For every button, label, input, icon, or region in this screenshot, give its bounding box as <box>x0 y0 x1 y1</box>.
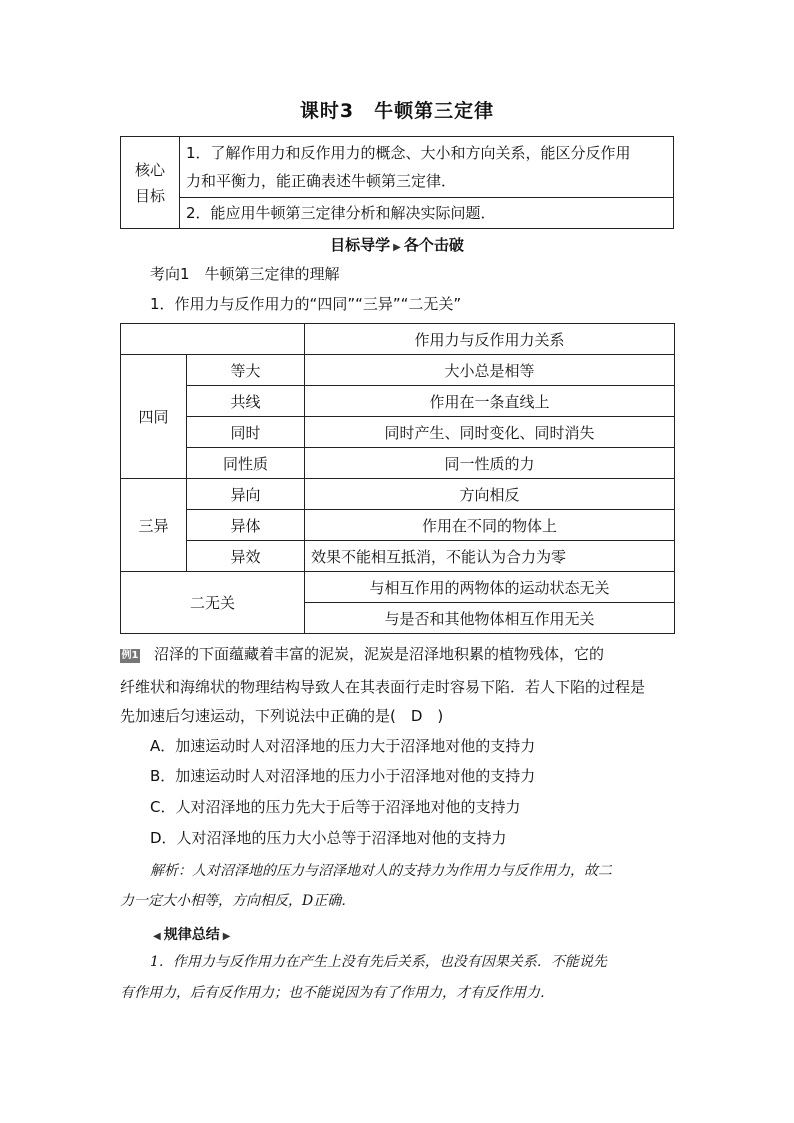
summary-heading-text: 规律总结 <box>163 927 220 943</box>
item-name: 共线 <box>187 386 305 417</box>
item-name: 异体 <box>187 510 305 541</box>
core-label-line1: 核心 <box>134 160 165 179</box>
section-heading-right: 各个击破 <box>403 236 464 254</box>
topic-heading: 考向1 牛顿第三定律的理解 <box>150 265 340 283</box>
point-1-heading: 1．作用力与反作用力的“四同”“三异”“二无关” <box>150 295 462 313</box>
group-name: 二无关 <box>121 572 305 634</box>
example-line-2: 纤维状和海绵状的物理结构导致人在其表面行走时容易下陷．若人下陷的过程是 <box>120 678 646 696</box>
option-c: C．人对沼泽地的压力先大于后等于沼泽地对他的支持力 <box>150 798 521 816</box>
item-desc: 同时产生、同时变化、同时消失 <box>305 417 675 448</box>
summary-line-2: 有作用力，后有反作用力；也不能说因为有了作用力，才有反作用力． <box>120 985 554 1001</box>
example-text-1: 沼泽的下面蕴藏着丰富的泥炭，泥炭是沼泽地积累的植物残体，它的 <box>154 645 605 663</box>
core-goal-1-line2: 力和平衡力，能正确表述牛顿第三定律． <box>186 172 457 190</box>
option-a: A．加速运动时人对沼泽地的压力大于沼泽地对他的支持力 <box>150 737 536 755</box>
relation-header: 作用力与反作用力关系 <box>305 324 675 355</box>
item-desc: 方向相反 <box>305 479 675 510</box>
group-name: 三异 <box>121 479 187 572</box>
page-title: 课时3 牛顿第三定律 <box>299 100 495 122</box>
item-desc: 大小总是相等 <box>305 355 675 386</box>
item-name: 异向 <box>187 479 305 510</box>
relation-table <box>120 323 675 634</box>
item-desc: 同一性质的力 <box>305 448 675 479</box>
example-badge: 例1 <box>121 650 139 661</box>
item-desc: 与是否和其他物体相互作用无关 <box>305 603 675 634</box>
item-name: 异效 <box>187 541 305 572</box>
option-d: D．人对沼泽地的压力大小总等于沼泽地对他的支持力 <box>150 829 507 847</box>
relation-header-blank <box>121 324 305 355</box>
example-line-1 <box>120 643 676 664</box>
core-goal-2: 2．能应用牛顿第三定律分析和解决实际问题． <box>180 198 674 229</box>
section-heading-left: 目标导学 <box>330 236 391 254</box>
summary-line-1: 1．作用力与反作用力在产生上没有先后关系，也没有因果关系．不能说先 <box>150 954 607 970</box>
item-desc: 作用在一条直线上 <box>305 386 675 417</box>
item-name: 同性质 <box>187 448 305 479</box>
analysis-line-1: 解析：人对沼泽地的压力与沼泽地对人的支持力为作用力与反作用力，故二 <box>150 863 612 879</box>
core-goals-label <box>121 137 180 229</box>
item-desc: 与相互作用的两物体的运动状态无关 <box>305 572 675 603</box>
section-heading <box>0 234 794 255</box>
item-desc: 效果不能相互抵消，不能认为合力为零 <box>305 541 675 572</box>
item-desc: 作用在不同的物体上 <box>305 510 675 541</box>
option-b: B．加速运动时人对沼泽地的压力小于沼泽地对他的支持力 <box>150 767 536 785</box>
core-label-line2: 目标 <box>134 186 165 205</box>
analysis-line-2: 力一定大小相等，方向相反，D正确． <box>120 893 356 909</box>
item-name: 同时 <box>187 417 305 448</box>
core-goals-table <box>120 136 674 229</box>
item-name: 等大 <box>187 355 305 386</box>
group-name: 四同 <box>121 355 187 479</box>
core-goal-1 <box>180 137 674 198</box>
triangle-right-icon: ▶ <box>222 931 231 942</box>
core-goal-1-line1: 1．了解作用力和反作用力的概念、大小和方向关系，能区分反作用 <box>186 144 631 162</box>
triangle-left-icon: ◀ <box>153 931 161 942</box>
example-line-3: 先加速后匀速运动，下列说法中正确的是( D ) <box>120 707 444 725</box>
summary-heading <box>150 924 233 944</box>
triangle-right-icon: ▶ <box>393 242 401 253</box>
